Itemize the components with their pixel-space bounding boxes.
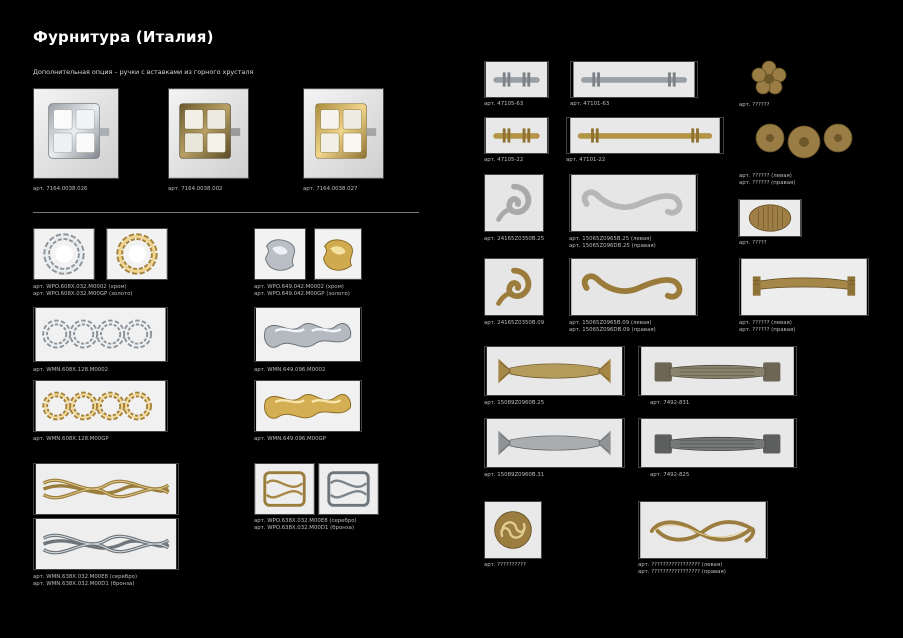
wmn608-gold-caption: арт. WMN.608X.128.M00GP [33,436,109,442]
spiral-knob-25-photo [484,174,544,232]
bar-knob-47105-22-photo [484,117,549,154]
bar-pull-47101-63-photo [570,61,698,98]
wave-pull-chrome-photo [254,307,362,362]
wpo638-bronze-code: арт. WPO.638X.032.M00D1 (бронза) [254,525,355,532]
47101-63-caption: арт. 47101-63 [570,101,610,107]
ring-pull-gold-photo [33,380,168,432]
knot-round-caption: арт. ?????????? [484,562,526,568]
wpo638-caption [254,518,357,533]
bar-pull-47101-22-photo [566,117,724,154]
fan-pull-25-photo [484,346,625,396]
wpo649-chrome-code: арт. WPO.649.042.M0002 (хром) [254,284,344,290]
woven-pull-silver-photo [33,518,179,570]
s25-right-code: арт. 15065Z096DB.25 (правая) [569,243,656,250]
spiral-knob-09-photo [484,258,544,316]
wpo608-gold-code: арт. WPO.608X.032.M00GP (золото) [33,291,133,298]
wmn608-chrome-caption: арт. WMN.608X.128.M0002 [33,367,109,373]
flower-caption [739,173,795,188]
crystal-knob-gold-photo [303,88,384,179]
knot-long-right-code: арт. ????????????????? (правая) [638,569,726,576]
arch-pull-photo [739,258,869,316]
wmn638-caption [33,574,137,589]
crystal-option-subtitle: Дополнительная опция – ручки с вставками из горного хрусталя [33,68,254,76]
wmn649-gold-caption: арт. WMN.649.096.M00GP [254,436,326,442]
knot-long-left-code: арт. ????????????????? (левая) [638,562,723,568]
s25-caption [569,236,656,251]
crystal-knob-chrome-photo [33,88,119,179]
crystal-knob-chrome-caption: арт. 7164.0038.026 [33,186,88,192]
wpo649-caption [254,284,350,299]
wpo608-chrome-code: арт. WPO.608X.032.M0002 (хром) [33,284,127,290]
wmn638-bronze-code: арт. WMN.638X.032.M00D1 (бронза) [33,581,135,588]
ring-pull-chrome-photo [33,307,168,362]
rosette-caption: арт. ?????? [739,102,770,108]
arch-right-code: арт. ?????? (правая) [739,327,796,334]
crystal-knob-bronze-caption: арт. 7164.0038.002 [168,186,223,192]
bar-knob-47105-63-photo [484,61,549,98]
wave-pull-gold-photo [254,380,362,432]
s25-left-code: арт. 15065Z0965B.25 (левая) [569,236,652,242]
s09-left-code: арт. 15065Z0965B.09 (левая) [569,320,652,326]
fan-pull-31-photo [484,418,625,468]
oval-caption: арт. ????? [739,240,767,246]
knot-long-caption [638,562,726,577]
wmn638-silver-code: арт. WMN.638X.032.M00E8 (серебро) [33,574,138,580]
oval-knob-photo [738,199,802,237]
ribbed-pull-7492-831-photo [638,346,797,396]
crystal-knob-bronze-photo [168,88,249,179]
s-pull-25-photo [569,174,698,232]
s09-caption [569,320,656,335]
15089-25-caption: арт. 15089Z0960B.25 [484,400,545,406]
wmn649-chrome-caption: арт. WMN.649.096.M0002 [254,367,326,373]
knot-round-knob-photo [484,501,542,559]
spiral25-caption: арт. 24165Z0350B.25 [484,236,545,242]
woven-knob-bronze-photo [254,463,315,515]
arch-left-code: арт. ?????? (левая) [739,320,792,326]
crystal-knob-gold-caption: арт. 7164.0038.027 [303,186,358,192]
47105-63-caption: арт. 47105-63 [484,101,524,107]
rosette-knob-photo [748,59,790,99]
ribbed-pull-7492-825-photo [638,418,797,468]
woven-pull-bronze-photo [33,463,179,515]
wpo608-caption [33,284,133,299]
s-pull-09-photo [569,258,698,316]
woven-knob-silver-photo [318,463,379,515]
spiral09-caption: арт. 24165Z0350B.09 [484,320,545,326]
7492-825-caption: арт. 7492-825 [650,472,690,478]
47105-22-caption: арт. 47105-22 [484,157,524,163]
flower-left-code: арт. ?????? (левая) [739,173,792,179]
flower-pull-photo [748,118,861,166]
7492-831-caption: арт. 7492-831 [650,400,690,406]
knot-long-pull-photo [638,501,768,559]
47101-22-caption: арт. 47101-22 [566,157,606,163]
flower-right-code: арт. ?????? (правая) [739,180,796,187]
arch-caption [739,320,795,335]
wave-knob-gold-photo [106,228,168,280]
wpo638-silver-code: арт. WPO.638X.032.M00E8 (серебро) [254,518,357,524]
swirl-knob-chrome-photo [254,228,306,280]
swirl-knob-gold-photo [314,228,362,280]
wpo649-gold-code: арт. WPO.649.042.M00GP (золото) [254,291,350,298]
s09-right-code: арт. 15065Z096DB.09 (правая) [569,327,656,334]
wave-knob-chrome-photo [33,228,95,280]
15089-31-caption: арт. 15089Z0960B.31 [484,472,545,478]
page-title: Фурнитура (Италия) [33,28,214,46]
section-divider [33,212,419,213]
